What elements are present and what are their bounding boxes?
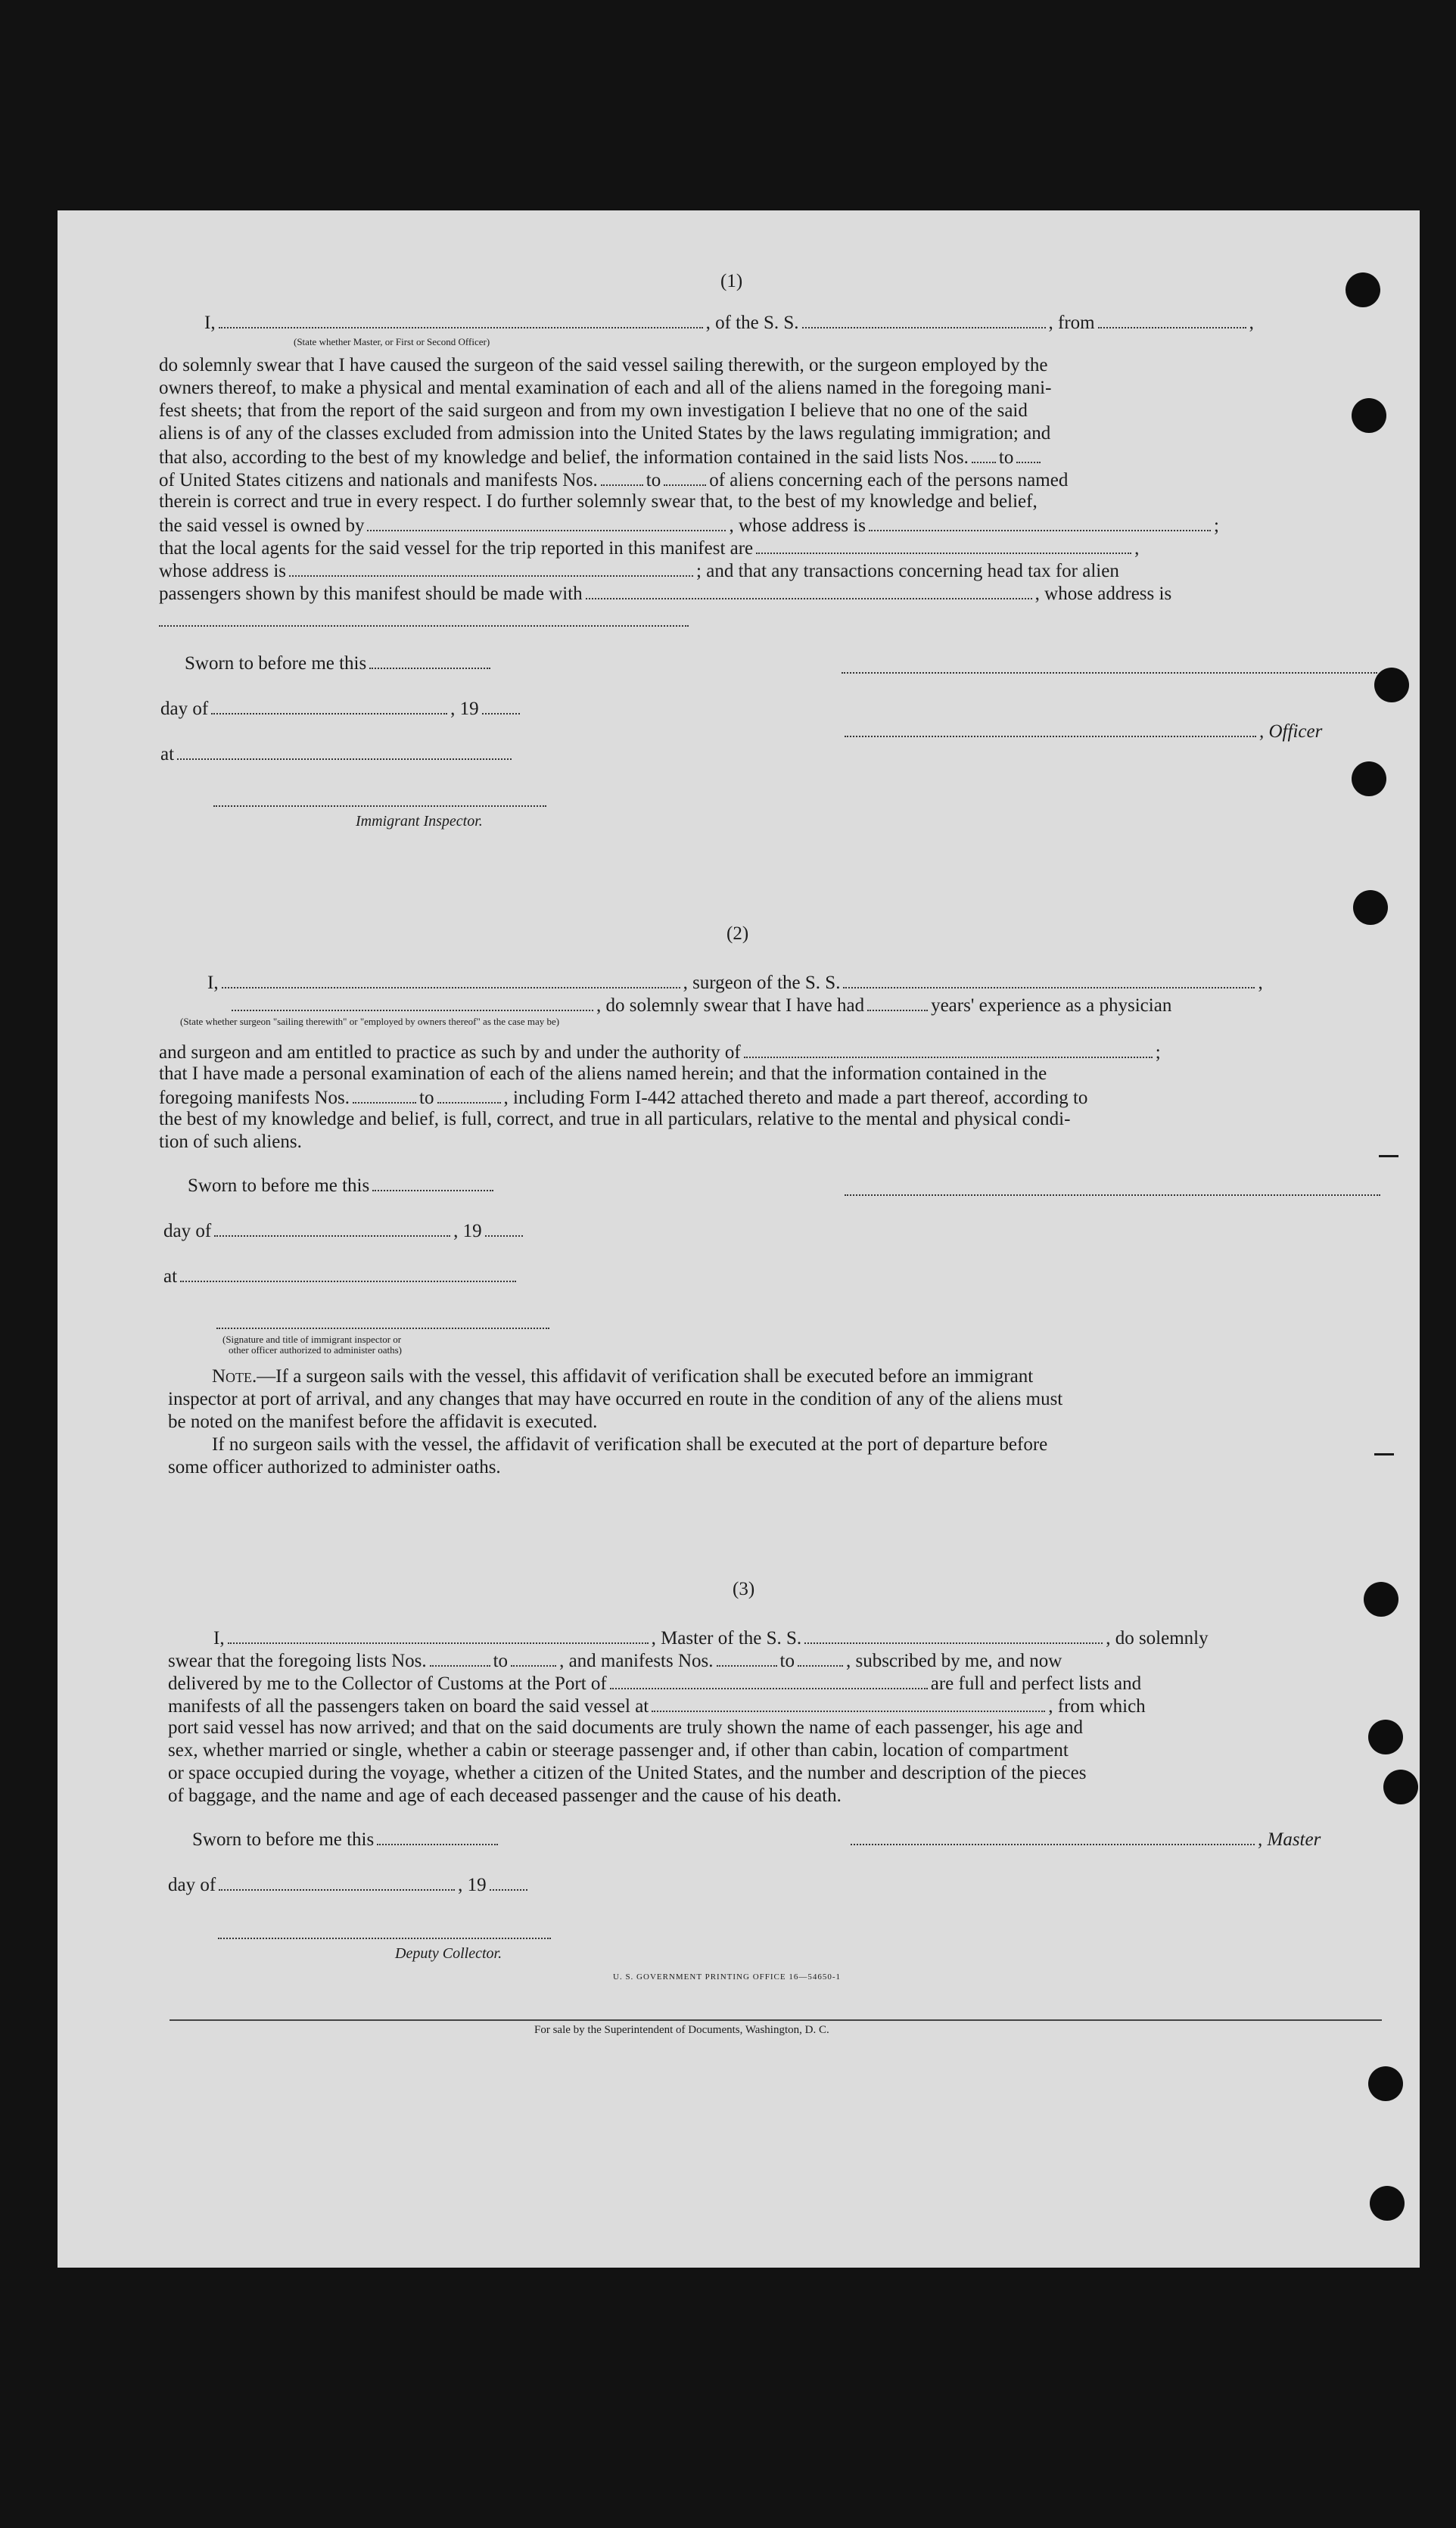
binder-hole [1352,398,1386,433]
s1-inspector-line [213,805,546,807]
s3-line-6: sex, whether married or single, whether a cabin or steerage passenger and, if other than cabin, location of compartment [168,1740,1069,1761]
edge-tick [1379,1155,1398,1157]
s2-line-1: I, , surgeon of the S. S. , [207,970,1263,995]
s1-at: at [160,742,515,766]
s1-inspector-label: Immigrant Inspector. [356,813,483,830]
s2-note-line-4: If no surgeon sails with the vessel, the affidavit of verification shall be executed at the port of departure before [212,1434,1048,1455]
s1-officer: , Officer [842,719,1322,743]
s2-note-line-2: inspector at port of arrival, and any changes that may have occurred en route in the condition of any of the aliens must [168,1389,1063,1409]
footer-rule [170,2019,1382,2021]
s1-day: day of , 19 [160,696,523,721]
s1-line-2: do solemnly swear that I have caused the surgeon of the said vessel sailing therewith, or the surgeon employed by the [159,355,1048,375]
s1-line-5: aliens is of any of the classes excluded from admission into the United States by the laws regulating immigration; and [159,423,1051,444]
s2-day: day of , 19 [163,1219,526,1243]
section-1-number: (1) [720,271,743,291]
binder-hole [1383,1770,1418,1804]
s3-sworn: Sworn to before me this [192,1827,501,1851]
s2-line-6: the best of my knowledge and belief, is full, correct, and true in all particulars, relative to the mental and physical condi- [159,1109,1071,1129]
s2-at: at [163,1264,519,1288]
s1-line-6: that also, according to the best of my knowledge and belief, the information contained in the said lists Nos. to [159,445,1044,469]
edge-tick [1374,1453,1394,1455]
s3-master: , Master [848,1827,1321,1851]
s3-deputy-line [218,1938,551,1939]
s3-deputy-label: Deputy Collector. [395,1945,502,1962]
s2-line-5: foregoing manifests Nos. to , including Form I-442 attached thereto and made a part thereof, according to [159,1085,1087,1110]
binder-hole [1364,1582,1398,1617]
s1-line-9: the said vessel is owned by , whose address is ; [159,513,1219,537]
section-3-number: (3) [733,1579,755,1599]
s2-line-2: , do solemnly swear that I have had years' experience as a physician [229,993,1171,1017]
s2-sig-line [216,1328,549,1329]
s3-line-1: I, , Master of the S. S. , do solemnly [213,1626,1209,1650]
s3-line-5: port said vessel has now arrived; and that on the said documents are truly shown the name of each passenger, his age and [168,1717,1084,1738]
s3-line-3: delivered by me to the Collector of Customs at the Port of are full and perfect lists and [168,1671,1141,1695]
s3-day: day of , 19 [168,1873,530,1897]
s1-line-10: that the local agents for the said vessel for the trip reported in this manifest are , [159,536,1139,560]
section-2-number: (2) [726,923,749,944]
s1-line-4: fest sheets; that from the report of the said surgeon and from my own investigation I believe that no one of the said [159,400,1028,421]
binder-hole [1368,1720,1403,1754]
s2-note-line-1: Note.—If a surgeon sails with the vessel, this affidavit of verification shall be executed before an immigrant [212,1366,1034,1387]
binder-hole [1370,2186,1405,2221]
s1-officer-note: (State whether Master, or First or Second Officer) [294,336,490,347]
binder-hole [1346,272,1380,307]
s3-line-4: manifests of all the passengers taken on board the said vessel at , from which [168,1694,1146,1718]
s2-line-7: tion of such aliens. [159,1132,302,1152]
s2-line-3: and surgeon and am entitled to practice as such by and under the authority of ; [159,1040,1161,1064]
binder-hole [1368,2066,1403,2101]
binder-hole [1353,890,1388,925]
s2-signature-line [845,1194,1380,1196]
s1-line-12: passengers shown by this manifest should be made with , whose address is [159,581,1171,606]
printer-line: U. S. GOVERNMENT PRINTING OFFICE 16—54650-1 [613,1972,842,1982]
s1-line-11: whose address is ; and that any transactions concerning head tax for alien [159,559,1119,583]
s1-line-8: therein is correct and true in every respect. I do further solemnly swear that, to the best of my knowledge and belief, [159,491,1038,512]
s2-sig-note-1: (Signature and title of immigrant inspector or [222,1334,402,1345]
s2-sig-note-2: other officer authorized to administer oaths) [229,1344,402,1356]
s1-trailing-line [159,625,689,627]
s3-line-8: of baggage, and the name and age of each deceased passenger and the cause of his death. [168,1785,842,1806]
s1-line-7: of United States citizens and nationals and manifests Nos. to of aliens concerning each of the persons named [159,468,1068,492]
s1-line-3: owners thereof, to make a physical and mental examination of each and all of the aliens named in the foregoing mani- [159,378,1052,398]
s2-note-line-5: some officer authorized to administer oaths. [168,1457,501,1477]
s1-signature-line [842,672,1377,674]
footer-text: For sale by the Superintendent of Documents, Washington, D. C. [534,2024,829,2036]
s3-line-7: or space occupied during the voyage, whether a citizen of the United States, and the number and description of the pieces [168,1763,1087,1783]
binder-hole [1352,761,1386,796]
s2-sworn: Sworn to before me this [188,1173,496,1197]
form-page [58,210,1420,2268]
s2-note-line-3: be noted on the manifest before the affidavit is executed. [168,1412,598,1432]
s2-line-4: that I have made a personal examination of each of the aliens named herein; and that the information contained in the [159,1063,1047,1084]
s3-line-2: swear that the foregoing lists Nos. to , and manifests Nos. to , subscribed by me, and now [168,1648,1062,1673]
binder-hole [1374,668,1409,702]
s1-line-1: I, , of the S. S. , from , [204,310,1254,335]
s2-surgeon-note: (State whether surgeon "sailing therewith" or "employed by owners thereof" as the case may be) [180,1016,560,1027]
s1-sworn: Sworn to before me this [185,651,493,675]
